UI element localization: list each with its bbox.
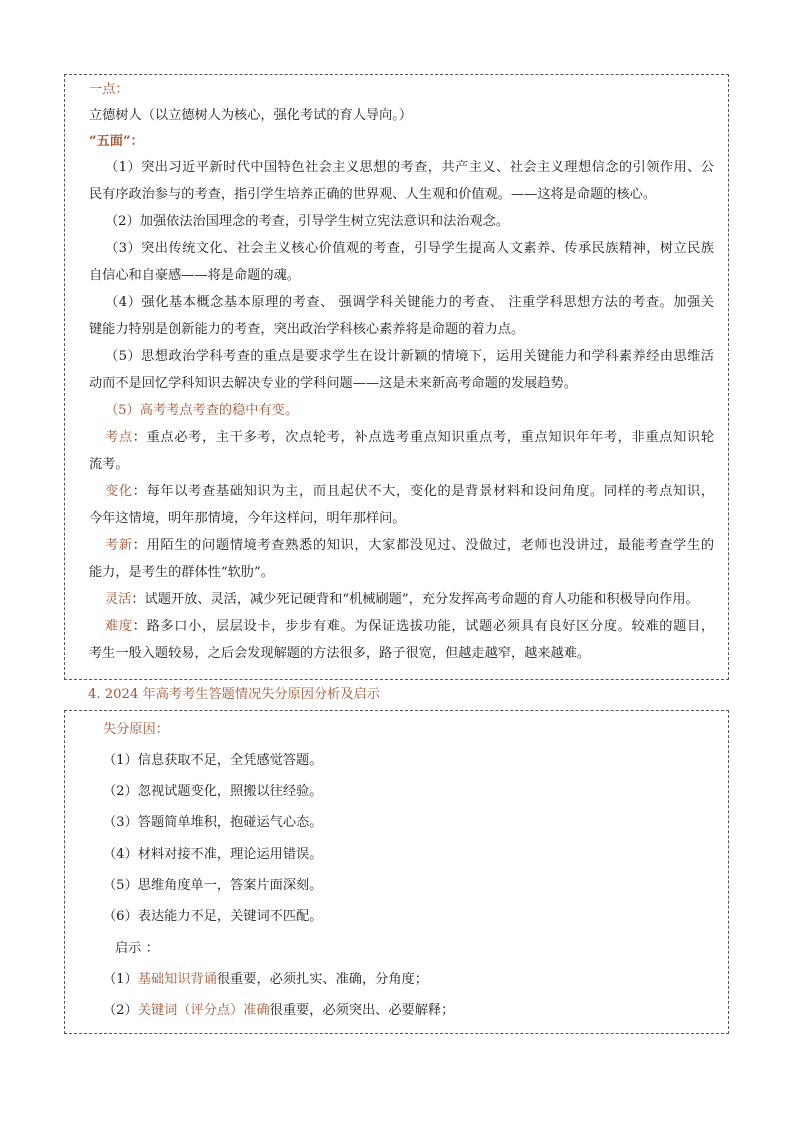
reason-item: （3）答题简单堆积，抱碰运气心态。 [103,815,323,830]
item4-line1: （4）强化基本概念基本原理的考查、 强调学科关键能力的考查、 注重学科思想方法的考查。加强关 [105,295,714,310]
item3-line2: 自信心和自豪感——将是命题的魂。 [89,268,300,283]
linghuo-label: 灵活 [105,592,132,607]
heading-five-aspects: “五面”： [89,134,144,149]
item1-line2: 民有序政治参与的考查，指引学生培养正确的世界观、人生观和价值观。——这将是命题的核心。 [89,187,657,202]
kaoxin-line1: 考新：用陌生的问题情境考查熟悉的知识，大家都没见过、没做过，老师也没讲过，最能考查学生的 [105,538,715,553]
reason-item: （6）表达能力不足，关键词不匹配。 [103,909,323,924]
linghuo-line1: 灵活：试题开放、灵活，减少死记硬背和“机械刷题”，充分发挥高考命题的育人功能和积极导向作用。 [105,592,699,607]
reason-item: （4）材料对接不准，理论运用错误。 [103,847,323,862]
item5-line1: （5）思想政治学科考查的重点是要求学生在设计新颖的情境下，运用关键能力和学科素养经由思维活 [105,349,714,364]
item5-line2: 动而不是回忆学科知识去解决专业的学科问题——这是未来新高考命题的发展趋势。 [89,376,577,391]
principles-box [64,74,729,680]
reasons-heading: 失分原因： [103,722,169,737]
reason-item: （2）忽视试题变化，照搬以往经验。 [103,784,323,799]
item5b-heading: （5）高考考点考查的稳中有变。 [105,403,299,418]
kaodian-line2: 流考。 [89,457,129,472]
kaoxin-label: 考新 [105,538,133,553]
bianhua-label: 变化 [105,484,133,499]
insight-item-2: （2）关键词（评分点）准确很重要，必须突出、必要解释； [103,1003,455,1018]
bianhua-line2: 今年这情境，明年那情境，今年这样问，明年那样问。 [89,511,406,526]
bianhua-line1: 变化：每年以考查基础知识为主，而且起伏不大，变化的是背景材料和设问角度。同样的考点知识， [105,484,715,499]
kaoxin-line2: 能力，是考生的群体性“软肋”。 [89,565,274,580]
item3-line1: （3）突出传统文化、社会主义核心价值观的考查，引导学生提高人文素养、传承民族精神，树立民族 [105,241,714,256]
one-point-text: 立德树人（以立德树人为核心，强化考试的育人导向。） [89,108,413,123]
nandu-line1: 难度：路多口小，层层设卡，步步有难。为保证选拔功能，试题必须具有良好区分度。较难的题目， [105,619,715,634]
item4-line2: 键能力特别是创新能力的考查，突出政治学科核心素养将是命题的着力点。 [89,322,525,337]
item1-line1: （1）突出习近平新时代中国特色社会主义思想的考查，共产主义、社会主义理想信念的引领作用、公 [105,160,714,175]
insight-heading: 启示 ： [115,941,159,956]
kaodian-label: 考点 [105,430,133,445]
nandu-line2: 考生一般入题较易，之后会发现解题的方法很多，路子很宽，但越走越窄，越来越难。 [89,646,591,661]
reason-item: （1）信息获取不足，全凭感觉答题。 [103,753,323,768]
heading-one-point: 一点： [89,82,129,97]
section-heading: 4. 2024 年高考考生答题情况失分原因分析及启示 [88,687,380,702]
nandu-label: 难度 [105,619,133,634]
item2: （2）加强依法治国理念的考查，引导学生树立宪法意识和法治观念。 [105,214,510,229]
kaodian-line1: 考点：重点必考，主干多考，次点轮考，补点选考重点知识重点考，重点知识年年考，非重点知识轮 [105,430,715,445]
reason-item: （5）思维角度单一，答案片面深刻。 [103,878,323,893]
lost-points-box [64,710,729,1034]
insight-item-1: （1）基础知识背诵很重要，必须扎实、准确，分角度； [103,972,428,987]
